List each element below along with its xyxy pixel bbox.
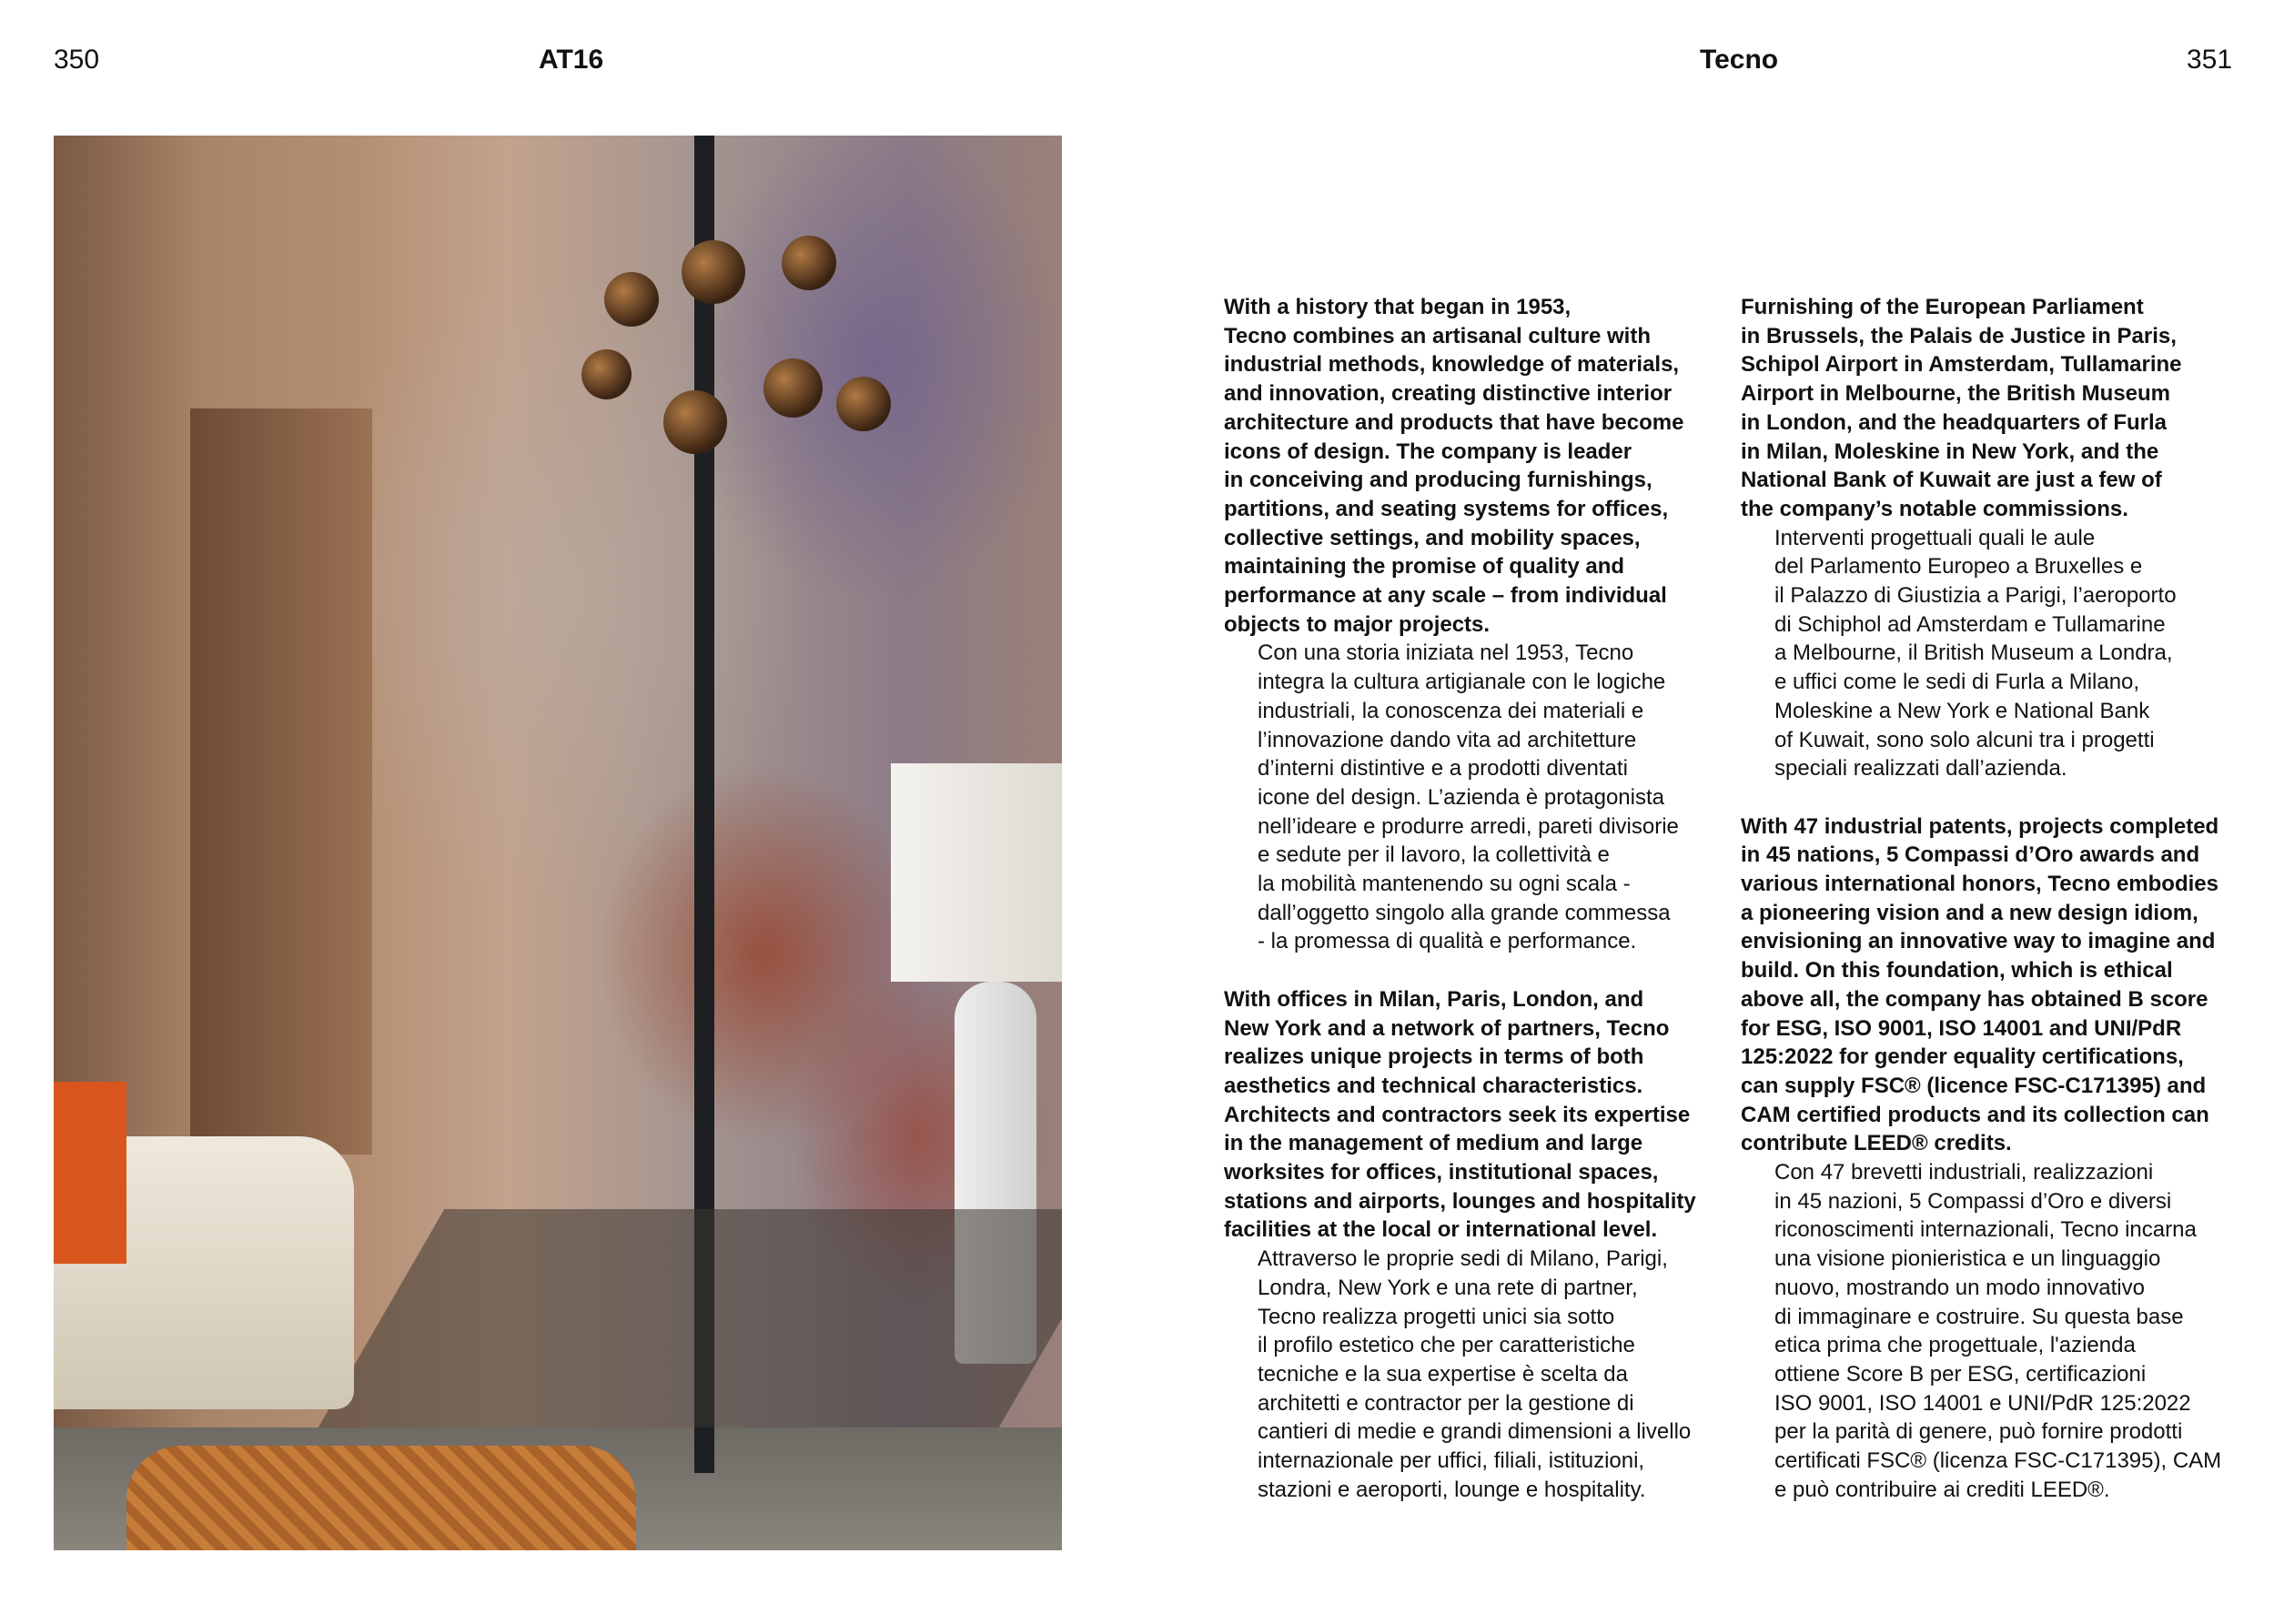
text-block [1224, 293, 1733, 956]
text-line: facilities at the local or international level. [1224, 1217, 1658, 1243]
text-line: tecniche e la sua expertise è scelta da [1258, 1362, 1628, 1387]
text-line: Schipol Airport in Amsterdam, Tullamarine [1741, 352, 2182, 378]
text-line: architetti e contractor per la gestione di [1258, 1390, 1634, 1416]
interior-photo [54, 136, 1062, 1550]
text-line: collective settings, and mobility spaces, [1224, 525, 1641, 550]
text-line: nuovo, mostrando un modo innovativo [1774, 1275, 2145, 1300]
text-line: etica prima che progettuale, l'azienda [1774, 1333, 2136, 1358]
text-line: aesthetics and technical characteristics. [1224, 1073, 1643, 1098]
text-line: in London, and the headquarters of Furla [1741, 409, 2168, 435]
photo-coat-hook [663, 390, 727, 454]
text-line: above all, the company has obtained B score [1741, 986, 2208, 1012]
text-line: architecture and products that have become [1224, 409, 1684, 435]
text-line: a Melbourne, il British Museum a Londra, [1774, 641, 2173, 666]
text-line: Interventi progettuali quali le aule [1774, 525, 2096, 550]
text-line: riconoscimenti internazionali, Tecno incarna [1774, 1217, 2197, 1243]
text-line: ottiene Score B per ESG, certificazioni [1774, 1362, 2147, 1387]
photo-coat-hook [782, 236, 836, 290]
text-line: Londra, New York e una rete di partner, [1258, 1275, 1638, 1300]
text-line: una visione pionieristica e un linguaggio [1774, 1246, 2161, 1272]
text-line: icone del design. L’azienda è protagonista [1258, 784, 1664, 810]
text-line: di Schiphol ad Amsterdam e Tullamarine [1774, 611, 2166, 637]
photo-coat-hook [604, 272, 659, 327]
text-line: nell’ideare e produrre arredi, pareti divisorie [1258, 813, 1679, 839]
text-line: d’interni distintive e a prodotti diventati [1258, 756, 1628, 782]
text-line: icons of design. The company is leader [1224, 439, 1632, 464]
photo-glass-table [318, 1209, 1062, 1427]
text-line: l’innovazione dando vita ad architetture [1258, 727, 1637, 752]
text-line: partitions, and seating systems for offices, [1224, 496, 1669, 521]
text-line: e sedute per il lavoro, la collettività e [1258, 842, 1610, 868]
text-line: industrial methods, knowledge of materials, [1224, 352, 1680, 378]
english-paragraph [1224, 293, 1733, 639]
text-line: contribute LEED® credits. [1741, 1131, 2012, 1156]
text-line: Moleskine a New York e National Bank [1774, 698, 2150, 723]
text-line: per la parità di genere, può fornire prodotti [1774, 1419, 2183, 1445]
text-line: dall’oggetto singolo alla grande commessa [1258, 900, 1671, 925]
text-block [1224, 985, 1733, 1505]
text-line: certificati FSC® (licenza FSC-C171395), CAM [1774, 1448, 2222, 1474]
text-line: il profilo estetico che per caratteristiche [1258, 1333, 1635, 1358]
text-line: With a history that began in 1953, [1224, 295, 1572, 319]
photo-lamp-shade [891, 763, 1062, 982]
text-line: various international honors, Tecno embodies [1741, 872, 2218, 897]
text-line: With 47 industrial patents, projects completed [1741, 813, 2219, 839]
text-line: Furnishing of the European Parliament [1741, 295, 2144, 319]
text-line: in 45 nazioni, 5 Compassi d’Oro e diversi [1774, 1188, 2172, 1214]
photo-cushion [54, 1082, 126, 1264]
photo-coat-hook [682, 240, 745, 304]
text-line: e può contribuire ai crediti LEED®. [1774, 1477, 2110, 1502]
text-line: speciali realizzati dall’azienda. [1774, 756, 2067, 782]
text-line: maintaining the promise of quality and [1224, 554, 1625, 580]
text-line: With offices in Milan, Paris, London, and [1224, 986, 1644, 1012]
left-page-title: AT16 [539, 45, 604, 75]
text-line: objects to major projects. [1224, 611, 1491, 637]
text-line: realizes unique projects in terms of both [1224, 1044, 1644, 1070]
text-line: Attraverso le proprie sedi di Milano, Parigi, [1258, 1246, 1668, 1272]
text-line: la mobilità mantenendo su ogni scala - [1258, 872, 1631, 897]
text-line: del Parlamento Europeo a Bruxelles e [1774, 554, 2143, 580]
text-line: and innovation, creating distinctive interior [1224, 381, 1673, 407]
text-line: integra la cultura artigianale con le logiche [1258, 670, 1666, 695]
text-line: of Kuwait, sono solo alcuni tra i progetti [1774, 727, 2155, 752]
text-line: di immaginare e costruire. Su questa base [1774, 1304, 2184, 1329]
text-line: stazioni e aeroporti, lounge e hospitality. [1258, 1477, 1646, 1502]
text-line: il Palazzo di Giustizia a Parigi, l’aeroporto [1774, 583, 2177, 609]
text-line: a pioneering vision and a new design idiom, [1741, 900, 2198, 925]
text-line: for ESG, ISO 9001, ISO 14001 and UNI/PdR [1741, 1015, 2182, 1041]
photo-coat-hook [581, 349, 632, 399]
english-paragraph [1224, 985, 1733, 1245]
text-line: New York and a network of partners, Tecno [1224, 1015, 1670, 1041]
text-line: Con 47 brevetti industriali, realizzazioni [1774, 1160, 2154, 1185]
photo-doorway [190, 409, 372, 1155]
text-line: envisioning an innovative way to imagine and [1741, 929, 2216, 954]
italian-paragraph [1224, 639, 1733, 956]
text-line: in 45 nations, 5 Compassi d’Oro awards and [1741, 842, 2200, 868]
text-line: build. On this foundation, which is ethical [1741, 958, 2173, 983]
text-line: in Milan, Moleskine in New York, and the [1741, 439, 2159, 464]
left-page-number: 350 [54, 45, 100, 75]
text-line: Airport in Melbourne, the British Museum [1741, 381, 2171, 407]
text-line: industriali, la conoscenza dei materiali e [1258, 698, 1644, 723]
photo-coat-hook [763, 358, 823, 418]
english-paragraph [1741, 812, 2250, 1158]
text-line: e uffici come le sedi di Furla a Milano, [1774, 670, 2140, 695]
text-line: in conceiving and producing furnishings, [1224, 468, 1652, 493]
text-line: CAM certified products and its collection can [1741, 1102, 2209, 1127]
italian-paragraph [1224, 1245, 1733, 1504]
text-line: Architects and contractors seek its expertise [1224, 1102, 1691, 1127]
photo-coat-hook [836, 377, 891, 431]
text-line: Con una storia iniziata nel 1953, Tecno [1258, 641, 1634, 666]
text-line: ISO 9001, ISO 14001 e UNI/PdR 125:2022 [1774, 1390, 2191, 1416]
text-line: in the management of medium and large [1224, 1131, 1643, 1156]
photo-wicker-chair [126, 1446, 636, 1550]
italian-paragraph [1741, 1158, 2250, 1504]
text-line: Tecno realizza progetti unici sia sotto [1258, 1304, 1615, 1329]
text-line: Tecno combines an artisanal culture with [1224, 323, 1651, 348]
english-paragraph [1741, 293, 2250, 524]
text-line: the company’s notable commissions. [1741, 496, 2128, 521]
text-line: internazionale per uffici, filiali, istituzioni, [1258, 1448, 1645, 1474]
right-page-number: 351 [2187, 45, 2233, 75]
text-line: in Brussels, the Palais de Justice in Paris, [1741, 323, 2177, 348]
text-line: performance at any scale – from individual [1224, 583, 1667, 609]
text-block [1741, 812, 2250, 1505]
text-line: 125:2022 for gender equality certifications, [1741, 1044, 2184, 1070]
text-line: worksites for offices, institutional spaces, [1224, 1160, 1659, 1185]
text-line: - la promessa di qualità e performance. [1258, 929, 1637, 954]
right-page-title: Tecno [1700, 45, 1779, 75]
text-column-left [1224, 293, 1733, 1533]
italian-paragraph [1741, 524, 2250, 783]
text-block [1741, 293, 2250, 783]
text-column-right [1741, 293, 2250, 1533]
text-line: cantieri di medie e grandi dimensioni a livello [1258, 1419, 1692, 1445]
text-line: can supply FSC® (licence FSC-C171395) and [1741, 1073, 2207, 1098]
text-line: National Bank of Kuwait are just a few of [1741, 468, 2162, 493]
text-line: stations and airports, lounges and hospitality [1224, 1188, 1696, 1214]
